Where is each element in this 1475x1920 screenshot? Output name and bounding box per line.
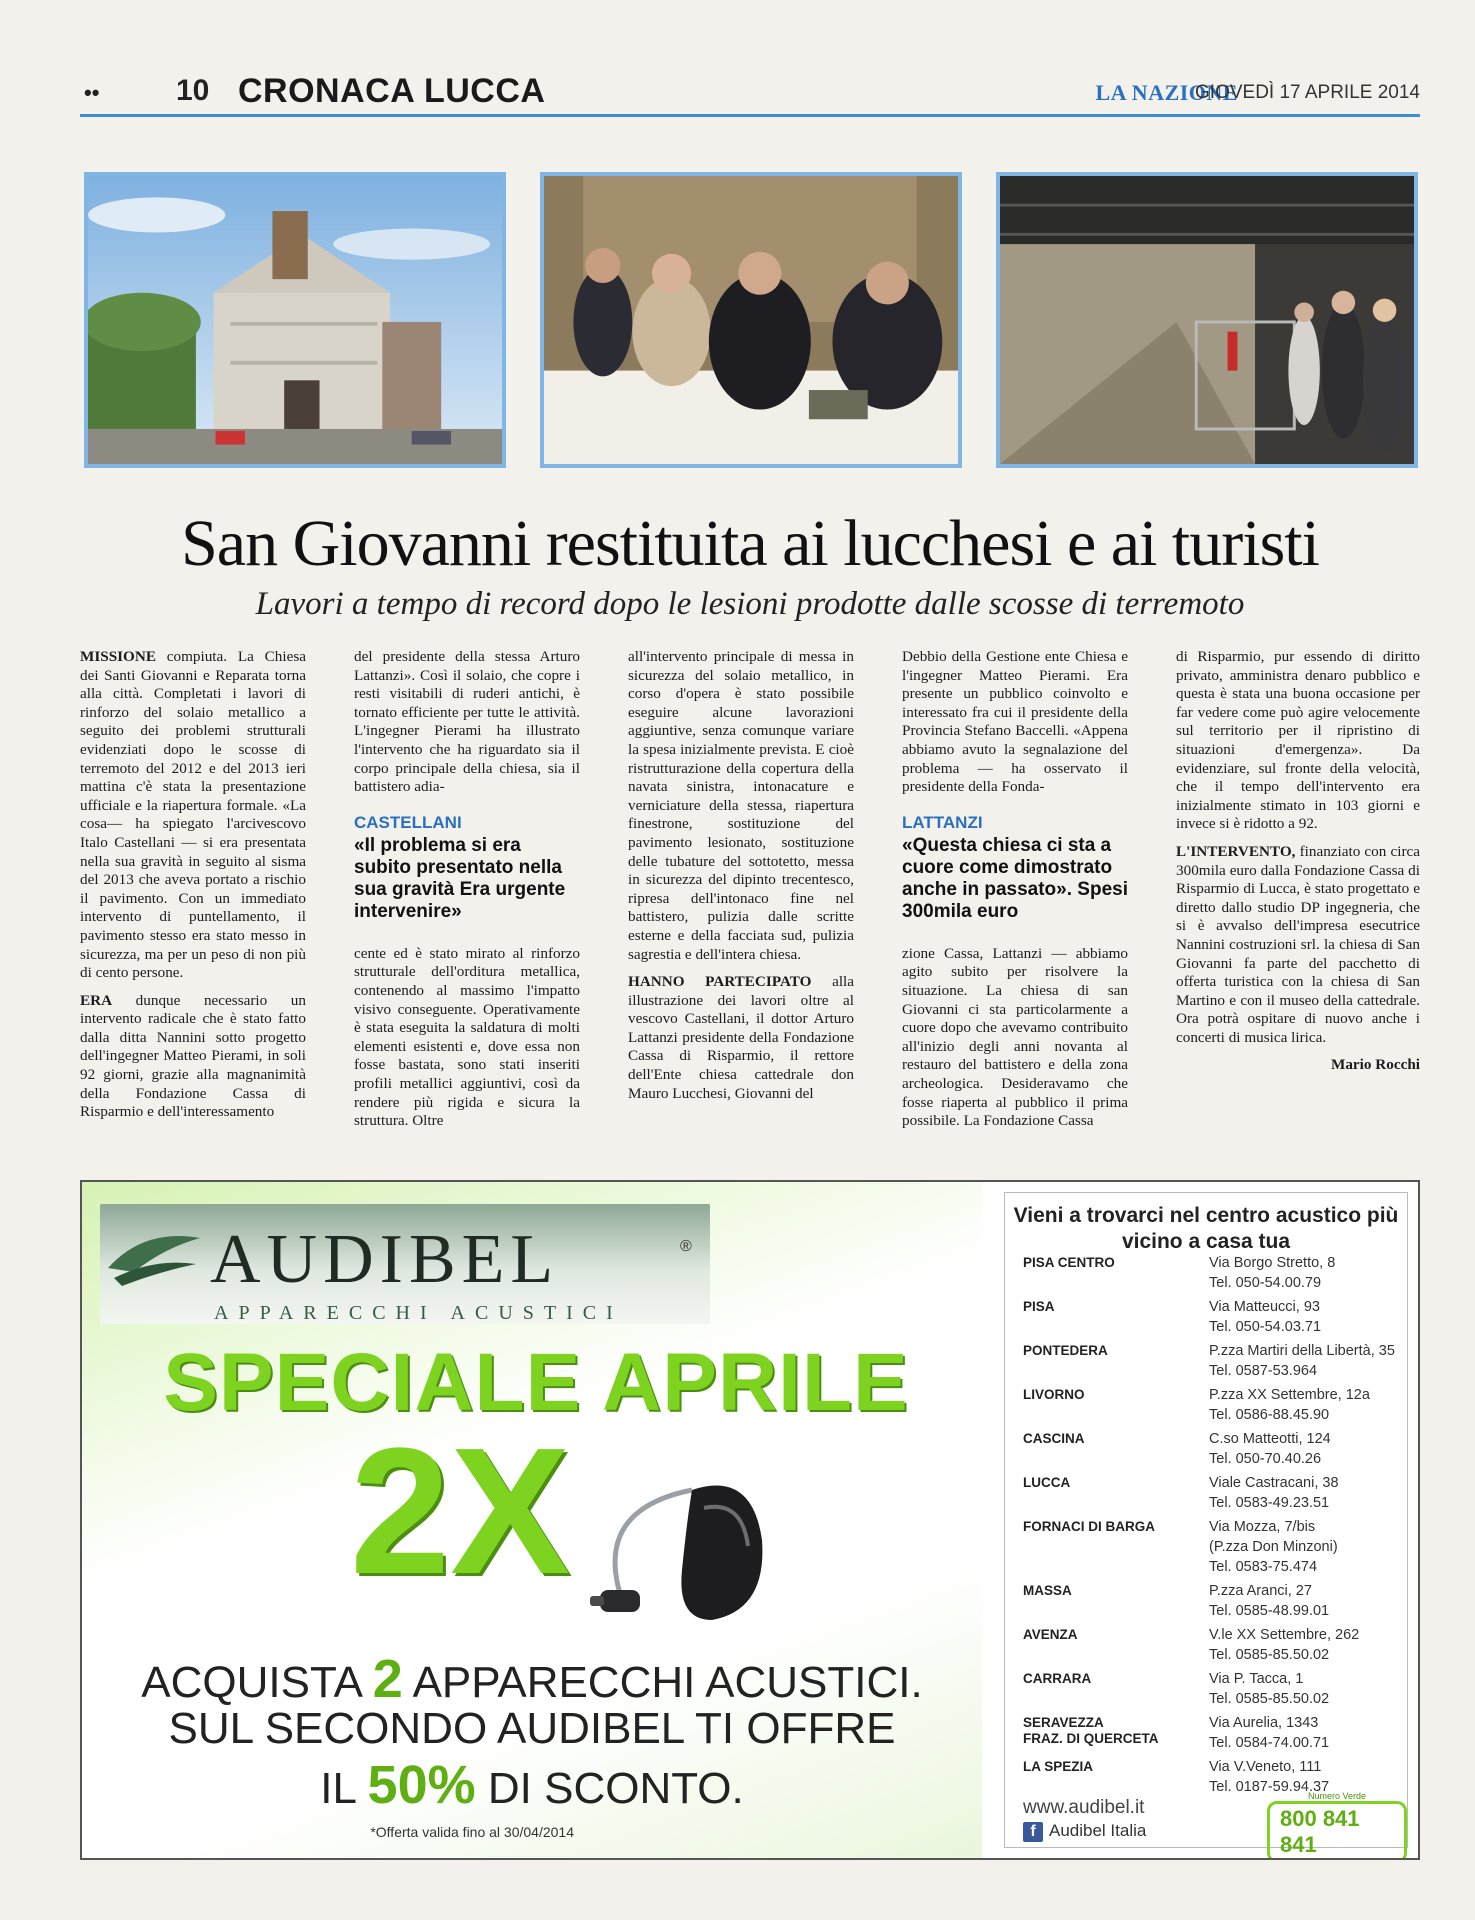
location-phone: Tel. 0187-59.94.37	[1209, 1779, 1330, 1795]
location-address: Via V.Veneto, 111	[1209, 1759, 1322, 1775]
ad-locations-panel	[1004, 1192, 1408, 1857]
location-address: Viale Castracani, 38	[1209, 1475, 1339, 1491]
location-phone: Tel. 0585-85.50.02	[1209, 1647, 1330, 1663]
paragraph-text: di Risparmio, pur essendo di diritto privato, amministra denaro pubblico e questa è stata una buona occasione per far vedere come può agire velocemente sul territorio per il ripristino di situazioni d'emergenza». Da evidenziare, sul fronte della velocità, che il tempo dell'intervento era inizialmente stimato in 103 giorni e invece si è ridotto a 92.	[1176, 648, 1420, 833]
paragraph-text: finanziato con circa 300mila euro dalla Fondazione Cassa di Risparmio di Lucca, è stato progettato e diretto dallo studio DP ingegneria, che si è avvalso dell'impresa esecutrice Nannini costruzioni srl. la chiesa di San Giovanni fa parte del pacchetto di offerta turistica con la chiesa di San Martino e con il museo della cattedrale. Ora potrà ospitare di nuovo anche i concerti di musica lirica.	[1176, 842, 1420, 1046]
article-column-4	[902, 648, 1128, 1140]
page-header	[80, 74, 1420, 108]
location-address: Via P. Tacca, 1	[1209, 1671, 1304, 1687]
brand-subtitle: APPARECCHI ACUSTICI	[214, 1302, 623, 1324]
promo-title: SPECIALE APRILE	[163, 1337, 909, 1428]
locations-title: Vieni a trovarci nel centro acustico più vicino a casa tua	[1013, 1204, 1399, 1253]
location-address: C.so Matteotti, 124	[1209, 1431, 1331, 1447]
location-city: FORNACI DI BARGA	[1023, 1519, 1155, 1534]
facebook-icon: f	[1023, 1822, 1043, 1842]
pull-quote-castellani	[354, 813, 580, 923]
location-city: LUCCA	[1023, 1475, 1071, 1490]
location-city: PISA CENTRO	[1023, 1255, 1115, 1270]
location-city: CARRARA	[1023, 1671, 1092, 1686]
article-column-5	[1176, 648, 1420, 1075]
location-phone: Tel. 050-70.40.26	[1209, 1451, 1322, 1467]
offer-footnote: *Offerta valida fino al 30/04/2014	[370, 1824, 574, 1840]
paragraph-lead: ERA	[80, 991, 113, 1009]
location-city: CASCINA	[1023, 1431, 1085, 1446]
location-address: Via Borgo Stretto, 8	[1209, 1255, 1336, 1271]
promo-big-2x: 2X	[350, 1411, 571, 1612]
location-city: SERAVEZZA	[1023, 1715, 1104, 1730]
location-city: PONTEDERA	[1023, 1343, 1108, 1358]
pull-quote-name: CASTELLANI	[354, 812, 462, 832]
facebook-label: Audibel Italia	[1049, 1821, 1147, 1840]
location-city: AVENZA	[1023, 1627, 1078, 1642]
offer-highlight: 50%	[367, 1755, 476, 1815]
newspaper-name: LA NAZIONE	[1095, 80, 1238, 105]
pull-quote-lattanzi	[902, 813, 1128, 923]
brand-name: AUDIBEL	[210, 1221, 560, 1298]
location-address-line-2: (P.zza Don Minzoni)	[1209, 1539, 1338, 1555]
location-address: Via Aurelia, 1343	[1209, 1715, 1319, 1731]
article-column-3	[628, 648, 854, 1112]
photo-press-conference	[540, 172, 962, 468]
paragraph-text: all'intervento principale di messa in sicurezza del solaio metallico, in corso d'opera è stato possibile eseguire alcune lavorazioni aggiuntive, senza comunque variare la spesa inizialmente prevista. E cioè ristrutturazione della copertura della navata sinistra, intonacature e verniciature della stessa, riapertura finestrone, sostituzione del pavimento lesionato, sostituzione delle tubature del sottotetto, messa in sicurezza del dipinto trecentesco, ripresa dell'intonaco fine nel battistero, pulizia dalle scritte esterne e della facciata sud, pulizia sagrestia e dell'intera chiesa.	[628, 648, 854, 963]
location-phone: Tel. 050-54.03.71	[1209, 1319, 1322, 1335]
location-city: PISA	[1023, 1299, 1055, 1314]
article-column-2	[354, 648, 580, 1140]
location-address: P.zza XX Settembre, 12a	[1209, 1387, 1370, 1403]
offer-text: ACQUISTA	[141, 1658, 373, 1707]
paragraph-text: compiuta. La Chiesa dei Santi Giovanni e Reparata torna alla città. Completati i lavori di rinforzo del solaio metallico a seguito dei problemi strutturali evidenziati dopo le scosse di terremoto del 2012 e del 2013 ieri mattina c'è stata la presentazione ufficiale e la riapertura formale. «La cosa— ha spiegato l'arcivescovo Italo Castellani — si era presentata nella sua gravità in seguito al sisma del 2013 che aveva portato a rischio il pavimento. Con un immediato intervento di puntellamento, il pavimento stesso era stato messo in sicurezza, ma per un peso di non più di cento persone.	[80, 648, 306, 982]
leaf-logo-icon	[104, 1228, 204, 1298]
toll-free-number: 800 841 841	[1267, 1801, 1407, 1860]
pull-quote-text: «Il problema si era subito presentato nella sua gravità Era urgente intervenire»	[354, 834, 566, 922]
offer-text: IL	[320, 1764, 368, 1813]
location-phone: Tel. 0585-85.50.02	[1209, 1691, 1330, 1707]
subheadline: Lavori a tempo di record dopo le lesioni prodotte dalle scosse di terremoto	[255, 586, 1245, 622]
offer-text: DI SCONTO.	[475, 1764, 744, 1813]
location-address: Via Matteucci, 93	[1209, 1299, 1320, 1315]
location-city: MASSA	[1023, 1583, 1072, 1598]
pull-quote-text: «Questa chiesa ci sta a cuore come dimostrato anche in passato». Spesi 300mila euro	[902, 834, 1128, 922]
page-number: 10	[176, 74, 210, 107]
photo-excavation-interior	[996, 172, 1418, 468]
photo-church-facade	[84, 172, 506, 468]
section-title: CRONACA LUCCA	[238, 72, 546, 110]
paragraph-lead: HANNO PARTECIPATO	[628, 973, 812, 991]
location-phone: Tel. 050-54.00.79	[1209, 1275, 1322, 1291]
audibel-advertisement	[80, 1180, 1420, 1860]
location-phone: Tel. 0583-75.474	[1209, 1559, 1318, 1575]
article-column-1	[80, 648, 306, 1131]
issue-date: GIOVEDÌ 17 APRILE 2014	[1195, 82, 1420, 103]
facebook-link[interactable]	[1023, 1821, 1146, 1842]
location-address: V.le XX Settembre, 262	[1209, 1627, 1360, 1643]
ad-promo-panel	[82, 1182, 982, 1858]
header-dots: ••	[84, 80, 100, 105]
paragraph	[1176, 843, 1420, 1048]
toll-free-label: Numero Verde	[1307, 1791, 1367, 1801]
location-phone: Tel. 0586-88.45.90	[1209, 1407, 1330, 1423]
pull-quote-name: LATTANZI	[902, 812, 983, 832]
author-signature: Mario Rocchi	[1331, 1056, 1420, 1074]
paragraph-text: cente ed è stato mirato al rinforzo strutturale dell'orditura metallica, contenendo al massimo l'impatto visivo conseguente. Operativamente è stata eseguita la saldatura di molti elementi esistenti e, dove essa non fosse bastata, sono stati inseriti profili metallici aggiuntivi, così da rendere più rigida e sicura la struttura. Oltre	[354, 944, 580, 1130]
paragraph-text: zione Cassa, Lattanzi — abbiamo agito subito per risolvere la situazione. La chiesa di san Giovanni ci sta particolarmente a cuore dopo che avevamo contribuito all'inizio degli anni novanta al restauro del battistero e della zona archeologica. Desideravamo che fosse riaperta al pubblico il prima possibile. La Fondazione Cassa	[902, 944, 1128, 1130]
paragraph-text: dunque necessario un intervento radicale che è stato fatto dalla ditta Nannini sotto progetto dell'ingegner Matteo Pierami, in soli 92 giorni, grazie alla magnanimità della Fondazione Cassa di Risparmio e dell'interessamento	[80, 991, 306, 1121]
paragraph	[628, 973, 854, 1103]
location-phone: Tel. 0585-48.99.01	[1209, 1603, 1330, 1619]
location-phone: Tel. 0587-53.964	[1209, 1363, 1318, 1379]
paragraph	[80, 648, 306, 983]
offer-line-1	[82, 1648, 982, 1710]
location-city: LIVORNO	[1023, 1387, 1085, 1402]
header-rule	[80, 114, 1420, 117]
offer-line-2: SUL SECONDO AUDIBEL TI OFFRE	[168, 1704, 896, 1753]
offer-line-3	[82, 1754, 982, 1816]
toll-free-badge	[1267, 1791, 1407, 1860]
headline: San Giovanni restituita ai lucchesi e ai turisti	[181, 507, 1319, 580]
website-link[interactable]: www.audibel.it	[1023, 1797, 1145, 1818]
location-city-line-2: FRAZ. DI QUERCETA	[1023, 1731, 1159, 1746]
paragraph-text: Debbio della Gestione ente Chiesa e l'ingegner Matteo Pierami. Era presente un pubblico coinvolto e interessato fra cui il presidente della Provincia Stefano Baccelli. «Appena abbiamo avuto la segnalazione del problema — ha osservato il presidente della Fonda-	[902, 648, 1128, 796]
location-phone: Tel. 0583-49.23.51	[1209, 1495, 1330, 1511]
paragraph-lead: L'INTERVENTO,	[1176, 842, 1296, 860]
paragraph-text: del presidente della stessa Arturo Lattanzi». Così il solaio, che copre i resti visitabili di ruderi antichi, è tornato efficiente per tutte le attività. L'ingegner Pierami ha illustrato l'intervento che ha riguardato sia il corpo principale della chiesa, sia il battistero adia-	[354, 648, 580, 796]
location-city: LA SPEZIA	[1023, 1759, 1094, 1774]
paragraph-lead: MISSIONE	[80, 648, 156, 665]
hearing-aid-icon	[582, 1450, 782, 1640]
paragraph-text: alla illustrazione dei lavori oltre al vescovo Castellani, il dottor Arturo Lattanzi presidente della Fondazione Cassa di Risparmio, il rettore dell'Ente chiesa cattedrale don Mauro Lucchesi, Giovanni del	[628, 973, 854, 1102]
location-address: P.zza Martiri della Libertà, 35	[1209, 1343, 1395, 1359]
location-address: Via Mozza, 7/bis	[1209, 1519, 1316, 1535]
paragraph	[80, 992, 306, 1122]
location-phone: Tel. 0584-74.00.71	[1209, 1735, 1330, 1751]
offer-highlight: 2	[372, 1649, 403, 1709]
registered-mark: ®	[680, 1238, 692, 1255]
location-address: P.zza Aranci, 27	[1209, 1583, 1312, 1599]
offer-text: APPARECCHI ACUSTICI.	[402, 1658, 923, 1707]
